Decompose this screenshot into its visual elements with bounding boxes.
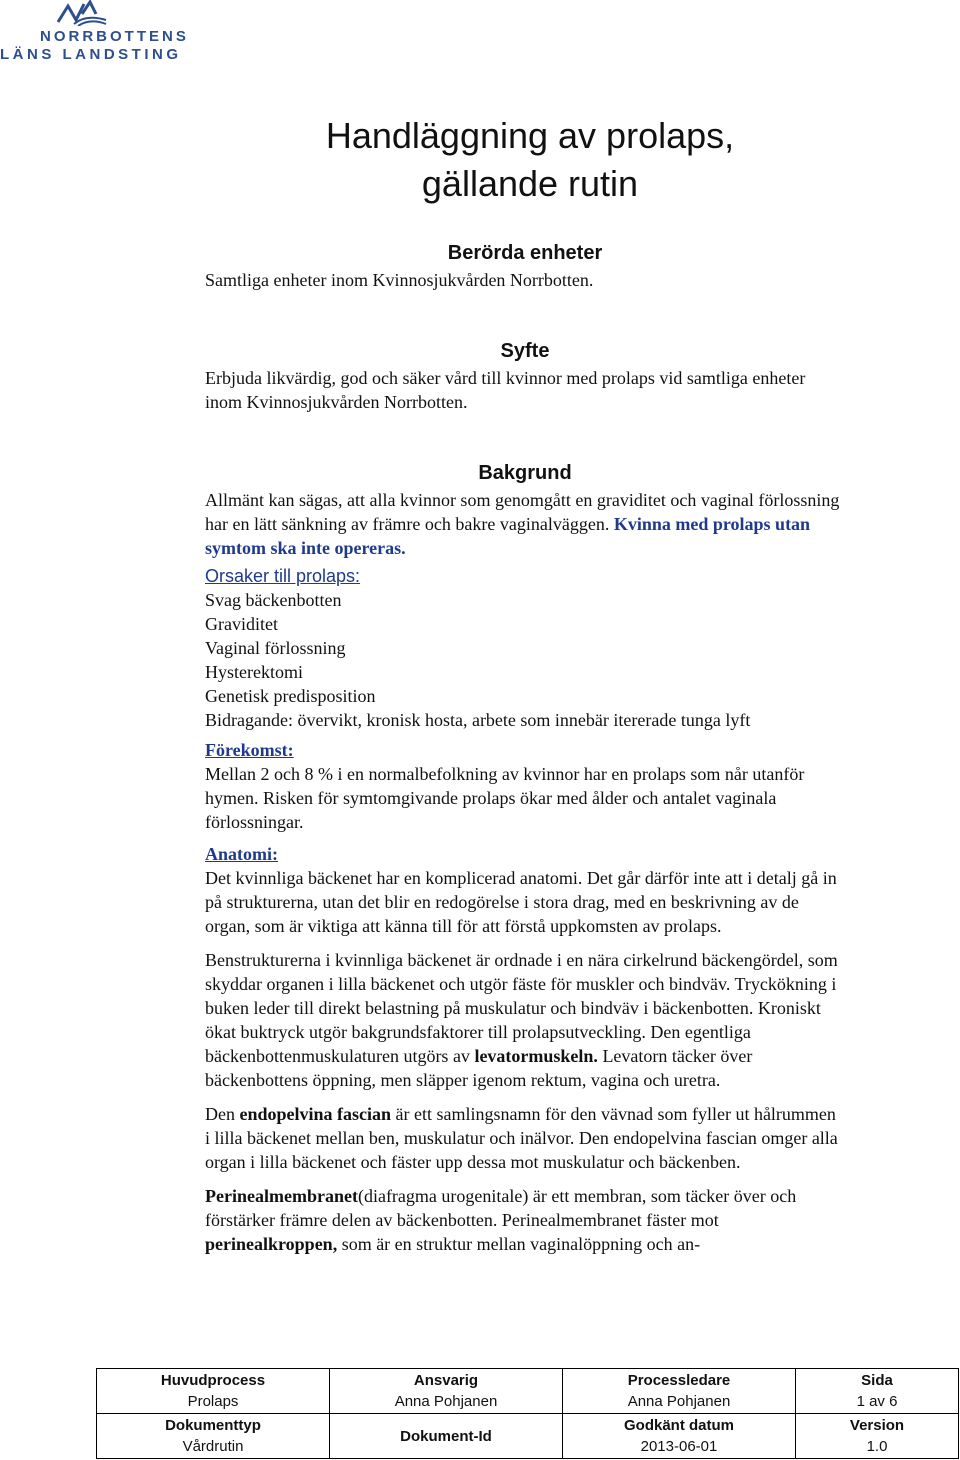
anatomi-paragraph-2 (205, 948, 845, 1092)
page-title (260, 112, 800, 208)
heading-bakgrund: Bakgrund (478, 462, 572, 484)
anatomi-p2b: Tryckökning i buken leder till direkt belastning på muskulatur och bindväv i bäckenbotten. (205, 974, 837, 1018)
orsak-item: Hysterektomi (205, 662, 303, 682)
orsak-item: Genetisk predisposition (205, 686, 376, 706)
syfte-text: Erbjuda likvärdig, god och säker vård till kvinnor med prolaps vid samtliga enheter inom Kvinnosjukvården Norrbotten. (205, 368, 806, 412)
bakgrund-text (205, 488, 845, 560)
anatomi-p4-bold2: perinealkroppen, (205, 1234, 338, 1254)
anatomi-p3-bold: endopelvina fascian (239, 1104, 392, 1124)
orsaker-bidragande: Bidragande: övervikt, kronisk hosta, arbete som innebär itererade tunga lyft (205, 710, 751, 730)
logo-text-line1: NORRBOTTENS (40, 28, 189, 45)
anatomi-p1a: Det kvinnliga bäckenet har en komplicerad anatomi. (205, 868, 583, 888)
document-body (205, 238, 845, 1256)
anatomi-p1b: Det går därför inte att i detalj gå in på strukturerna, utan det blir en redogörelse i stora drag, med en beskrivning av de organ, som är viktiga att känna till för att förstå uppkomsten av prolaps. (205, 868, 837, 936)
orsak-item: Graviditet (205, 614, 278, 634)
footer-cell-huvudprocess: Huvudprocess Prolaps (97, 1369, 330, 1414)
logo-mark-icon (56, 0, 108, 26)
anatomi-p3c: Den endopelvina fascian omger alla organ i lilla bäckenet och fäster upp dessa mot muskulatur och bäckenben. (205, 1128, 838, 1172)
bakgrund-text-plain: Allmänt kan sägas, att alla kvinnor som genomgått en graviditet och vaginal förlossning har en lätt sänkning av främre och bakre vaginalväggen. (205, 490, 840, 534)
berorda-text: Samtliga enheter inom Kvinnosjukvården Norrbotten. (205, 270, 594, 290)
orsak-item: Svag bäckenbotten (205, 590, 342, 610)
title-line1: Handläggning av prolaps, (325, 115, 735, 156)
footer-row (97, 1369, 959, 1414)
anatomi-p4b: Perinealmembranet fäster mot (501, 1210, 719, 1230)
footer-cell-ansvarig: Ansvarig Anna Pohjanen (330, 1369, 563, 1414)
anatomi-p2d: Den egentliga bäckenbottenmuskulaturen utgörs av (205, 1022, 751, 1066)
footer-cell-dokumentid: Dokument-Id (330, 1414, 563, 1459)
footer-cell-dokumenttyp: Dokumenttyp Vårdrutin (97, 1414, 330, 1459)
title-line2: gällande rutin (421, 163, 639, 204)
footer-table (96, 1368, 959, 1459)
footer-cell-version: Version 1.0 (796, 1414, 959, 1459)
anatomi-p2e: Levatorn täcker över bäckenbottens öppning, men släpper igenom rektum, vagina och uretra. (205, 1046, 753, 1090)
forekomst-text1: Mellan 2 och 8 % i en normalbefolkning av kvinnor har en prolaps som når utanför hymen. (205, 764, 805, 808)
anatomi-p2a: Benstrukturerna i kvinnliga bäckenet är ordnade i en nära cirkelrund bäckengördel, som skyddar organen i lilla bäckenet och utgör fäste för muskler och bindväv. (205, 950, 838, 994)
anatomi-paragraph-3 (205, 1102, 845, 1174)
anatomi-p3b: är ett samlingsnamn för den vävnad som fyller ut hålrummen i lilla bäckenet mellan ben, muskulatur och inälvor. (205, 1104, 836, 1148)
orsak-item: Vaginal förlossning (205, 638, 346, 658)
anatomi-p4c: som är en struktur mellan vaginalöppning och an- (341, 1234, 701, 1254)
forekomst-text (205, 762, 845, 834)
footer-row (97, 1414, 959, 1459)
anatomi-p3a: Den (205, 1104, 235, 1124)
anatomi-p4a: (diafragma urogenitale) är ett membran, som täcker över och förstärker främre delen av bäckenbotten. (205, 1186, 797, 1230)
footer-cell-processledare: Processledare Anna Pohjanen (563, 1369, 796, 1414)
heading-syfte: Syfte (500, 340, 550, 362)
anatomi-paragraph-1 (205, 866, 845, 938)
forekomst-text2: Risken för symtomgivande prolaps ökar med ålder och antalet vaginala förlossningar. (205, 788, 777, 832)
heading-berorda-enheter: Berörda enheter (447, 242, 603, 264)
heading-anatomi: Anatomi: (205, 844, 278, 864)
logo-text-line2: LÄNS LANDSTING (0, 46, 182, 63)
logo (0, 0, 189, 70)
anatomi-paragraph-4 (205, 1184, 845, 1256)
footer-cell-sida: Sida 1 av 6 (796, 1369, 959, 1414)
bakgrund-text-bold: Kvinna med prolaps utan symtom ska inte opereras. (205, 514, 811, 558)
anatomi-p2c: Kroniskt ökat buktryck utgör bakgrundsfaktorer till prolapsutveckling. (205, 998, 821, 1042)
heading-orsaker: Orsaker till prolaps: (205, 566, 361, 586)
anatomi-p4-bold: Perinealmembranet (205, 1186, 358, 1206)
footer-cell-godkant: Godkänt datum 2013-06-01 (563, 1414, 796, 1459)
anatomi-p2-bold: levatormuskeln. (474, 1046, 598, 1066)
heading-forekomst: Förekomst: (205, 740, 294, 760)
